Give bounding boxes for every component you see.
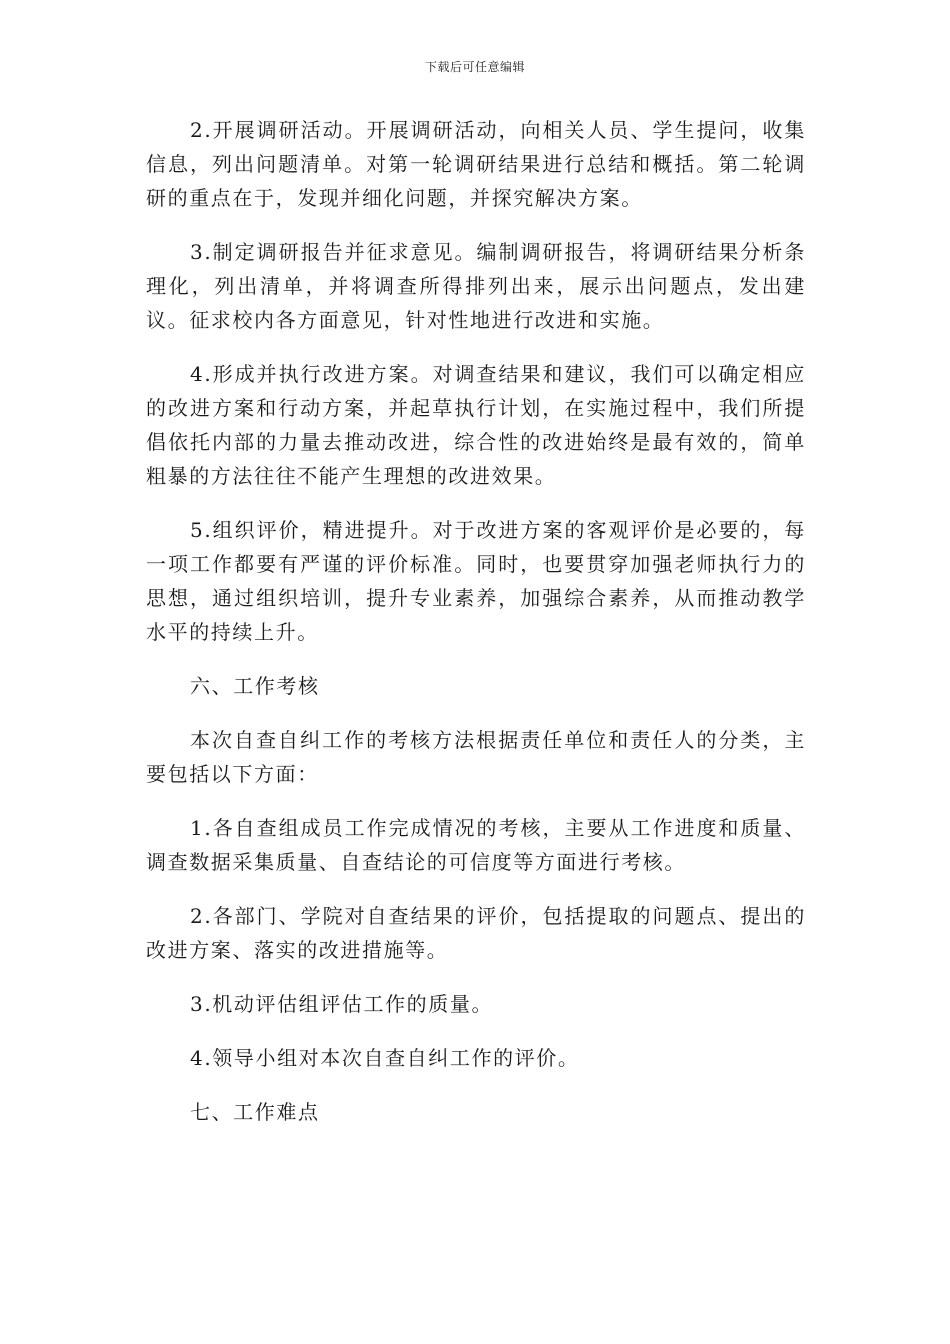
paragraph-item-5: 5.组织评价，精进提升。对于改进方案的客观评价是必要的，每一项工作都要有严谨的评价标准。同时，也要贯穿加强老师执行力的思想，通过组织培训，提升专业素养，加强综合素养，从而推动教学水平的持续上升。 [146,518,806,644]
document-body [146,113,806,1149]
paragraph-item-3: 3.制定调研报告并征求意见。编制调研报告，将调研结果分析条理化，列出清单，并将调查所得排列出来，展示出问题点，发出建议。征求校内各方面意见，针对性地进行改进和实施。 [146,240,806,332]
paragraph-item-4: 4.形成并执行改进方案。对调查结果和建议，我们可以确定相应的改进方案和行动方案，并起草执行计划，在实施过程中，我们所提倡依托内部的力量去推动改进，综合性的改进始终是最有效的，简单粗暴的方法往往不能产生理想的改进效果。 [146,362,806,488]
paragraph-assessment-2: 2.各部门、学院对自查结果的评价，包括提取的问题点、提出的改进方案、落实的改进措施等。 [146,904,806,962]
paragraph-assessment-3: 3.机动评估组评估工作的质量。 [190,992,494,1016]
paragraph-assessment-1: 1.各自查组成员工作完成情况的考核，主要从工作进度和质量、调查数据采集质量、自查结论的可信度等方面进行考核。 [146,816,806,874]
paragraph-item-2: 2.开展调研活动。开展调研活动，向相关人员、学生提问，收集信息，列出问题清单。对第一轮调研结果进行总结和概括。第二轮调研的重点在于，发现并细化问题，并探究解决方案。 [146,118,806,210]
section-heading-assessment: 六、工作考核 [190,674,320,698]
paragraph-assessment-4: 4.领导小组对本次自查自纠工作的评价。 [190,1046,580,1070]
paragraph-assessment-intro: 本次自查自纠工作的考核方法根据责任单位和责任人的分类，主要包括以下方面： [146,728,806,786]
page-header: 下载后可任意编辑 [424,60,525,74]
section-heading-difficulties: 七、工作难点 [190,1100,320,1124]
